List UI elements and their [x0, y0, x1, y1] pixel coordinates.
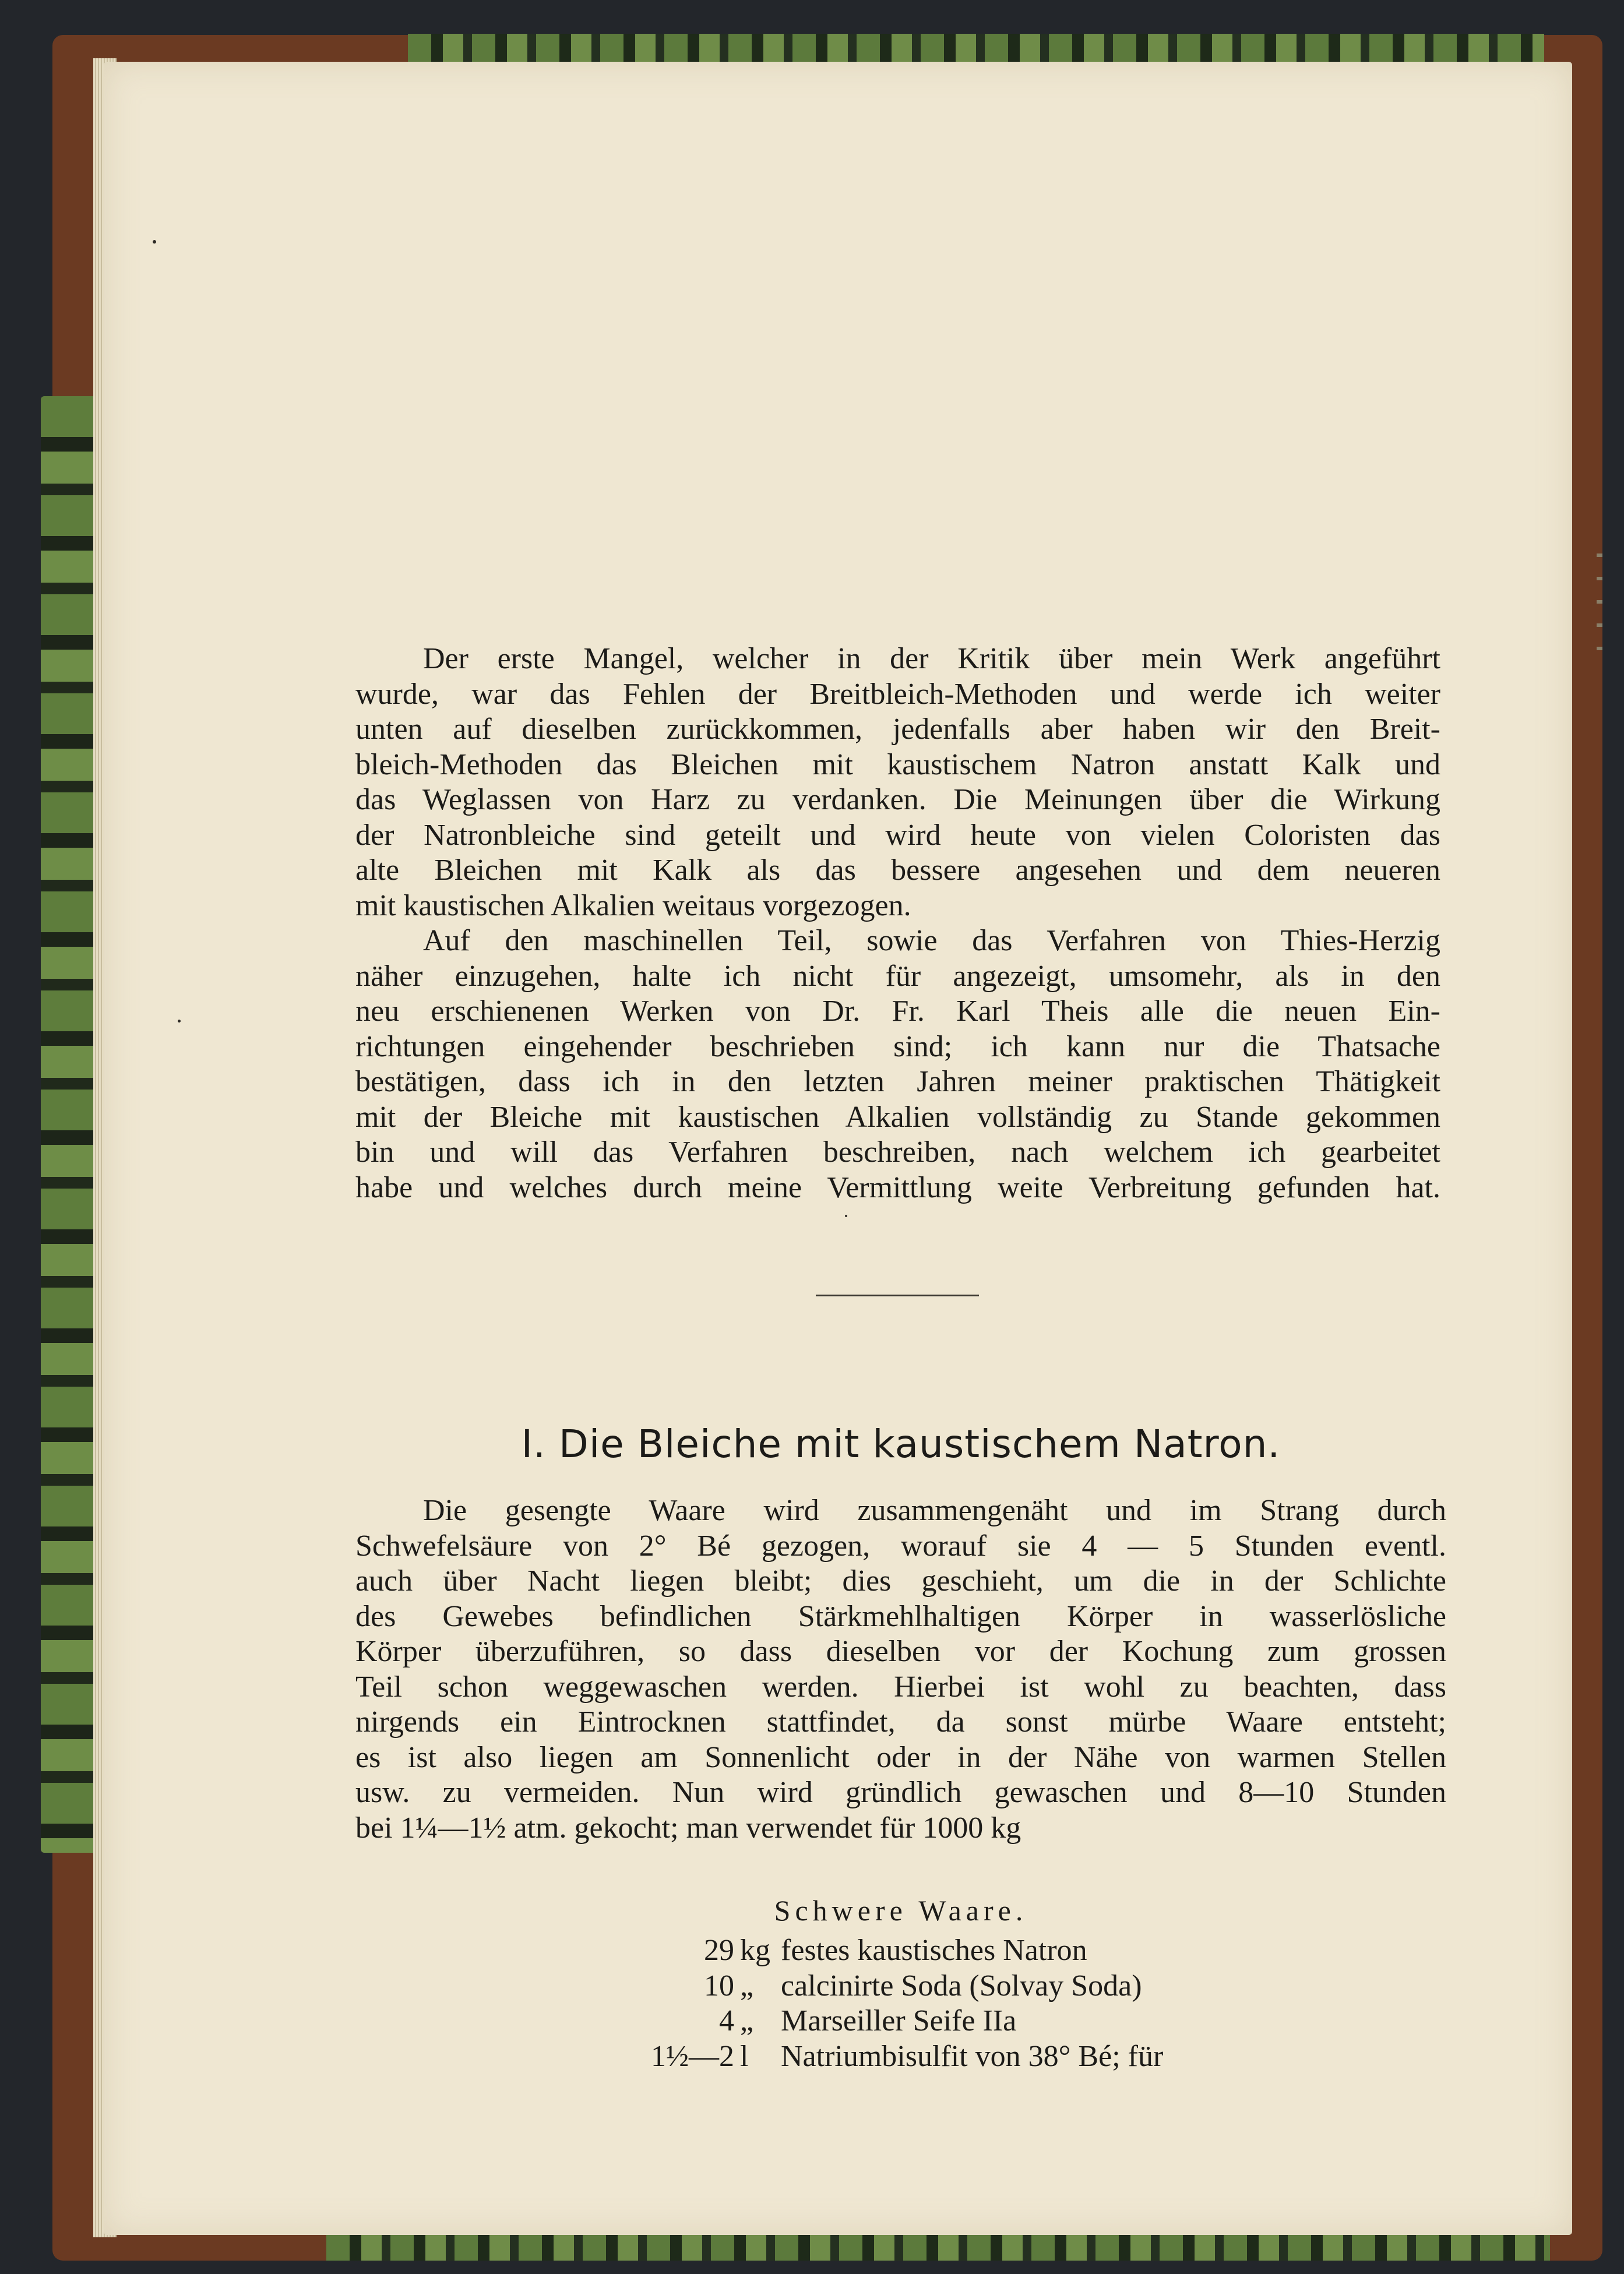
text-line: wurde, war das Fehlen der Breitbleich-Methoden und werde ich weiter: [355, 677, 1440, 711]
text-line: richtungen eingehender beschrieben sind; ich kann nur die Thatsache: [355, 1030, 1440, 1063]
recipe-row: [524, 1933, 1457, 1969]
text-line: Teil schon weggewaschen werden. Hierbei ist wohl zu beachten, dass: [355, 1670, 1446, 1704]
text-line: Auf den maschinellen Teil, sowie das Verfahren von Thies-Herzig: [423, 924, 1440, 957]
section-heading: I. Die Bleiche mit kaustischem Natron.: [521, 1422, 1281, 1466]
text-line: habe und welches durch meine Vermittlung weite Verbreitung gefunden hat.: [355, 1171, 1440, 1204]
recipe-qty: 29: [704, 1934, 734, 1967]
text-line: mit der Bleiche mit kaustischen Alkalien vollständig zu Stande gekommen: [355, 1100, 1440, 1134]
text-line: des Gewebes befindlichen Stärkmehlhaltigen Körper in wasserlösliche: [355, 1599, 1446, 1633]
text-line: der Natronbleiche sind geteilt und wird heute von vielen Coloristen das: [355, 818, 1440, 852]
text-line: nirgends ein Eintrocknen stattfindet, da sonst mürbe Waare entsteht;: [355, 1705, 1446, 1739]
recipe-desc: Marseiller Seife IIa: [781, 2004, 1017, 2037]
recipe-list: [524, 1933, 1457, 2074]
text-line: das Weglassen von Harz zu verdanken. Die Meinungen über die Wirkung: [355, 783, 1440, 816]
text-line: Der erste Mangel, welcher in der Kritik über mein Werk angeführt: [423, 642, 1440, 675]
recipe-qty: 10: [704, 1969, 734, 2002]
text-line: es ist also liegen am Sonnenlicht oder in der Nähe von warmen Stellen: [355, 1740, 1446, 1774]
text-line: Körper überzuführen, so dass dieselben vor der Kochung zum grossen: [355, 1635, 1446, 1668]
page-speck: [178, 1020, 181, 1023]
text-line: auch über Nacht liegen bleibt; dies geschieht, um die in der Schlichte: [355, 1564, 1446, 1598]
page-speck: [153, 240, 156, 244]
recipe-row: [524, 2039, 1457, 2075]
section-divider: [816, 1295, 979, 1296]
recipe-desc: festes kaustisches Natron: [781, 1934, 1087, 1967]
page-speck: [845, 1215, 847, 1217]
text-line: neu erschienenen Werken von Dr. Fr. Karl Theis alle die neuen Ein-: [355, 995, 1440, 1028]
binding-cloth-bottom: [326, 2231, 1550, 2261]
intro-text: [355, 641, 1440, 1205]
recipe-qty: 4: [719, 2004, 734, 2037]
section-text: [355, 1493, 1446, 1846]
recipe-row: [524, 1969, 1457, 2004]
text-line: näher einzugehen, halte ich nicht für angezeigt, umsomehr, als in den: [355, 959, 1440, 993]
recipe-desc: calcinirte Soda (Solvay Soda): [781, 1969, 1142, 2002]
text-line: Die gesengte Waare wird zusammengenäht und im Strang durch: [423, 1494, 1446, 1527]
cover-edge-marks: [1597, 553, 1602, 670]
recipe-unit: „: [740, 1969, 754, 2002]
recipe-desc: Natriumbisulfit von 38° Bé; für: [781, 2039, 1164, 2073]
text-line: alte Bleichen mit Kalk als das bessere angesehen und dem neueren: [355, 854, 1440, 887]
text-line: bei 1¼—1½ atm. gekocht; man verwendet für 1000 kg: [355, 1811, 1021, 1845]
text-line: usw. zu vermeiden. Nun wird gründlich gewaschen und 8—10 Stunden: [355, 1776, 1446, 1809]
text-line: mit kaustischen Alkalien weitaus vorgezogen.: [355, 889, 911, 922]
text-line: bin und will das Verfahren beschreiben, nach welchem ich gearbeitet: [355, 1136, 1440, 1169]
text-line: Schwefelsäure von 2° Bé gezogen, worauf sie 4 — 5 Stunden eventl.: [355, 1529, 1446, 1563]
recipe-unit: „: [740, 2004, 754, 2037]
recipe-unit: kg: [740, 1934, 770, 1967]
recipe-row: [524, 2004, 1457, 2039]
text-line: unten auf dieselben zurückkommen, jedenfalls aber haben wir den Breit-: [355, 713, 1440, 746]
text-line: bestätigen, dass ich in den letzten Jahren meiner praktischen Thätigkeit: [355, 1065, 1440, 1098]
text-line: bleich-Methoden das Bleichen mit kaustischem Natron anstatt Kalk und: [355, 748, 1440, 781]
recipe-title: Schwere Waare.: [774, 1894, 1028, 1927]
recipe-qty: 1½—2: [651, 2039, 734, 2073]
recipe-unit: l: [740, 2039, 749, 2073]
